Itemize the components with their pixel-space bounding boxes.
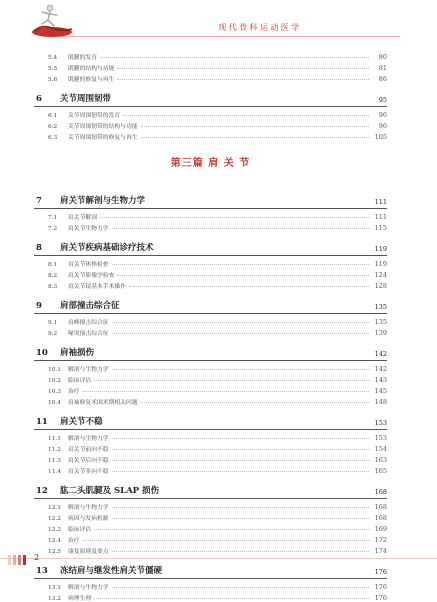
toc-section-entry[interactable] <box>34 50 387 61</box>
chapter-page: 135 <box>374 303 387 311</box>
section-title: 解剖与生物力学 <box>68 585 109 591</box>
dot-leader <box>112 518 369 519</box>
section-title: 肩峰撞击综合征 <box>68 320 109 326</box>
section-page: 165 <box>374 467 387 475</box>
section-number: 13.2 <box>48 596 61 602</box>
dot-leader <box>129 286 369 287</box>
section-title: 肩关节镜基本手术操作 <box>68 284 126 290</box>
section-title: 解剖与生物力学 <box>68 367 109 373</box>
section-title: 肩关节影像学检查 <box>68 273 115 279</box>
section-title: 肩关节生物力学 <box>68 226 109 232</box>
chapter-title: 肩关节不稳 <box>60 417 103 427</box>
toc-section-entry[interactable] <box>34 453 387 464</box>
dot-leader <box>100 217 369 218</box>
section-number: 12.2 <box>48 516 61 522</box>
chapter-title: 肩袖损伤 <box>60 348 95 358</box>
section-number: 8.1 <box>48 262 58 268</box>
chapter-title: 肩关节解剖与生物力学 <box>60 196 146 206</box>
dot-leader <box>112 438 369 439</box>
section-title: 关节周围韧带的发育 <box>68 113 121 119</box>
section-page: 86 <box>378 75 387 83</box>
toc-section-entry[interactable] <box>34 279 387 290</box>
toc-chapter <box>34 414 387 475</box>
section-number: 9.1 <box>48 320 58 326</box>
dot-leader <box>94 598 369 599</box>
section-number: 12.3 <box>48 527 61 533</box>
toc-section-entry[interactable] <box>34 511 387 522</box>
toc-section-entry[interactable] <box>34 395 387 406</box>
dot-leader <box>112 449 369 450</box>
section-title: 治疗 <box>68 389 80 395</box>
dot-leader <box>112 264 369 265</box>
section-title: 临床评估 <box>68 527 92 533</box>
chapter-rule <box>34 313 387 314</box>
footer-divider <box>0 558 437 559</box>
section-page: 81 <box>378 64 387 72</box>
toc-section-entry[interactable] <box>34 221 387 232</box>
section-title: 肩袖修复术围术期相关问题 <box>68 400 138 406</box>
section-number: 5.5 <box>48 66 58 72</box>
section-page: 153 <box>374 434 387 442</box>
section-page: 143 <box>374 376 387 384</box>
toc-section-entry[interactable] <box>34 108 387 119</box>
section-title: 康复原则及要点 <box>68 549 109 555</box>
section-title: 解剖与生物力学 <box>68 436 109 442</box>
chapter-number: 11 <box>36 417 48 427</box>
section-page: 148 <box>374 398 387 406</box>
section-title: 肌腱的结构与功能 <box>68 66 115 72</box>
section-title: 肩关节解剖 <box>68 215 97 221</box>
dot-leader <box>141 402 369 403</box>
page-number: 2 <box>34 553 40 562</box>
toc-chapter <box>34 240 387 290</box>
toc-section-entry[interactable] <box>34 431 387 442</box>
chapter-title: 肩关节疾病基础诊疗技术 <box>60 243 154 253</box>
chapter-rule <box>34 360 387 361</box>
footer-bars-icon <box>8 555 30 565</box>
toc-section-entry[interactable] <box>34 268 387 279</box>
section-number: 5.6 <box>48 77 58 83</box>
chapter-page: 142 <box>374 350 387 358</box>
section-number: 12.5 <box>48 549 61 555</box>
dot-leader <box>117 275 369 276</box>
toc-section-entry[interactable] <box>34 500 387 511</box>
section-title: 关节周围韧带的修复与再生 <box>68 135 138 141</box>
section-number: 5.4 <box>48 55 58 61</box>
header-divider <box>62 36 400 37</box>
section-page: 96 <box>378 111 387 119</box>
toc-section-entry[interactable] <box>34 119 387 130</box>
chapter-page: 176 <box>374 568 387 576</box>
section-page: 163 <box>374 456 387 464</box>
toc-section-entry[interactable] <box>34 373 387 384</box>
chapter-page: 119 <box>374 245 387 253</box>
chapter-number: 10 <box>36 348 48 358</box>
dot-leader <box>117 68 369 69</box>
toc-section-entry[interactable] <box>34 61 387 72</box>
toc-section-entry[interactable] <box>34 72 387 83</box>
section-title: 肩关节前向不稳 <box>68 447 109 453</box>
chapter-rule <box>34 578 387 579</box>
section-title: 肌腱的修复与再生 <box>68 77 115 83</box>
dot-leader <box>112 471 369 472</box>
chapter-page: 95 <box>378 96 387 104</box>
chapter-title: 关节周围韧带 <box>60 94 112 104</box>
section-title: 病因与发病机制 <box>68 516 109 522</box>
section-title: 肌腱的发育 <box>68 55 97 61</box>
toc-chapter <box>34 483 387 555</box>
chapter-rule <box>34 106 387 107</box>
chapter-number: 6 <box>36 94 42 104</box>
dot-leader <box>112 507 369 508</box>
toc-section-entry[interactable] <box>34 326 387 337</box>
toc-chapter <box>34 91 387 141</box>
chapter-number: 13 <box>36 566 48 576</box>
section-number: 11.4 <box>48 469 61 475</box>
dot-leader <box>83 540 369 541</box>
chapter-number: 9 <box>36 301 42 311</box>
table-of-contents <box>34 50 387 602</box>
chapter-title: 肱二头肌腱及 SLAP 损伤 <box>60 486 160 496</box>
section-number: 9.2 <box>48 331 58 337</box>
section-page: 169 <box>374 525 387 533</box>
section-number: 6.3 <box>48 135 58 141</box>
section-page: 172 <box>374 536 387 544</box>
toc-section-entry[interactable] <box>34 522 387 533</box>
dot-leader <box>83 391 369 392</box>
section-number: 12.1 <box>48 505 61 511</box>
toc-section-entry[interactable] <box>34 580 387 591</box>
section-title: 肩关节体格检查 <box>68 262 109 268</box>
dot-leader <box>100 57 369 58</box>
toc-section-entry[interactable] <box>34 257 387 268</box>
dot-leader <box>112 587 369 588</box>
chapter-title: 冻结肩与继发性肩关节僵硬 <box>60 566 163 576</box>
section-title: 喙突撞击综合征 <box>68 331 109 337</box>
section-number: 7.2 <box>48 226 58 232</box>
chapter-entry[interactable] <box>34 91 387 104</box>
section-number: 10.1 <box>48 367 61 373</box>
toc-section-entry[interactable] <box>34 442 387 453</box>
dot-leader <box>112 551 369 552</box>
toc-section-entry[interactable] <box>34 544 387 555</box>
dot-leader <box>112 228 369 229</box>
section-number: 11.1 <box>48 436 61 442</box>
toc-section-entry[interactable] <box>34 315 387 326</box>
section-page: 142 <box>374 365 387 373</box>
section-number: 10.4 <box>48 400 61 406</box>
section-page: 135 <box>374 318 387 326</box>
section-group <box>34 50 387 83</box>
section-title: 病理生理 <box>68 596 92 602</box>
section-page: 119 <box>374 260 387 268</box>
toc-section-entry[interactable] <box>34 384 387 395</box>
dot-leader <box>94 380 369 381</box>
section-title: 关节周围韧带的结构与功能 <box>68 124 138 130</box>
section-page: 111 <box>374 213 387 221</box>
section-page: 139 <box>374 329 387 337</box>
section-number: 6.2 <box>48 124 58 130</box>
chapter-page: 168 <box>374 488 387 496</box>
chapter-rule <box>34 208 387 209</box>
toc-section-entry[interactable] <box>34 533 387 544</box>
section-page: 96 <box>378 122 387 130</box>
section-page: 168 <box>374 503 387 511</box>
toc-section-entry[interactable] <box>34 362 387 373</box>
section-page: 154 <box>374 445 387 453</box>
dot-leader <box>112 333 369 334</box>
section-number: 8.2 <box>48 273 58 279</box>
section-page: 145 <box>374 387 387 395</box>
dot-leader <box>141 137 369 138</box>
section-page: 115 <box>374 224 387 232</box>
chapter-rule <box>34 255 387 256</box>
section-title: 肩关节后向不稳 <box>68 458 109 464</box>
section-number: 6.1 <box>48 113 58 119</box>
toc-section-entry[interactable] <box>34 130 387 141</box>
chapter-rule <box>34 429 387 430</box>
dot-leader <box>112 369 369 370</box>
page-header <box>0 0 437 42</box>
chapter-number: 12 <box>36 486 48 496</box>
chapter-rule <box>34 498 387 499</box>
chapter-entry[interactable] <box>34 298 387 311</box>
dot-leader <box>112 322 369 323</box>
chapter-entry[interactable] <box>34 563 387 576</box>
part-heading: 第三篇 肩 关 节 <box>170 158 251 169</box>
chapter-number: 7 <box>36 196 42 206</box>
chapter-page: 111 <box>374 198 387 206</box>
section-page: 176 <box>374 583 387 591</box>
dot-leader <box>117 79 369 80</box>
chapter-entry[interactable] <box>34 414 387 427</box>
section-title: 肩关节多向不稳 <box>68 469 109 475</box>
section-page: 168 <box>374 514 387 522</box>
section-number: 11.3 <box>48 458 61 464</box>
chapter-title: 肩部撞击综合征 <box>60 301 120 311</box>
section-page: 176 <box>374 594 387 602</box>
dot-leader <box>141 126 369 127</box>
section-number: 10.3 <box>48 389 61 395</box>
section-title: 临床评估 <box>68 378 92 384</box>
section-page: 80 <box>378 53 387 61</box>
section-number: 7.1 <box>48 215 58 221</box>
book-title: 现代骨科运动医学 <box>218 23 302 32</box>
section-number: 11.2 <box>48 447 61 453</box>
section-number: 8.3 <box>48 284 58 290</box>
toc-section-entry[interactable] <box>34 210 387 221</box>
toc-chapter <box>34 345 387 406</box>
section-page: 128 <box>374 282 387 290</box>
chapter-entry[interactable] <box>34 240 387 253</box>
section-title: 治疗 <box>68 538 80 544</box>
chapter-entry[interactable] <box>34 193 387 206</box>
chapter-page: 153 <box>374 419 387 427</box>
section-number: 12.4 <box>48 538 61 544</box>
section-page: 124 <box>374 271 387 279</box>
dot-leader <box>123 115 369 116</box>
section-title: 解剖与生物力学 <box>68 505 109 511</box>
section-number: 10.2 <box>48 378 61 384</box>
section-number: 13.1 <box>48 585 61 591</box>
chapter-entry[interactable] <box>34 483 387 496</box>
chapter-entry[interactable] <box>34 345 387 358</box>
toc-section-entry[interactable] <box>34 464 387 475</box>
section-page: 174 <box>374 547 387 555</box>
dot-leader <box>112 460 369 461</box>
toc-section-entry[interactable] <box>34 591 387 602</box>
chapter-number: 8 <box>36 243 42 253</box>
section-page: 105 <box>374 133 387 141</box>
runner-logo-icon <box>28 2 76 40</box>
toc-chapter <box>34 563 387 602</box>
toc-chapter <box>34 298 387 337</box>
dot-leader <box>94 529 369 530</box>
toc-chapter <box>34 193 387 232</box>
